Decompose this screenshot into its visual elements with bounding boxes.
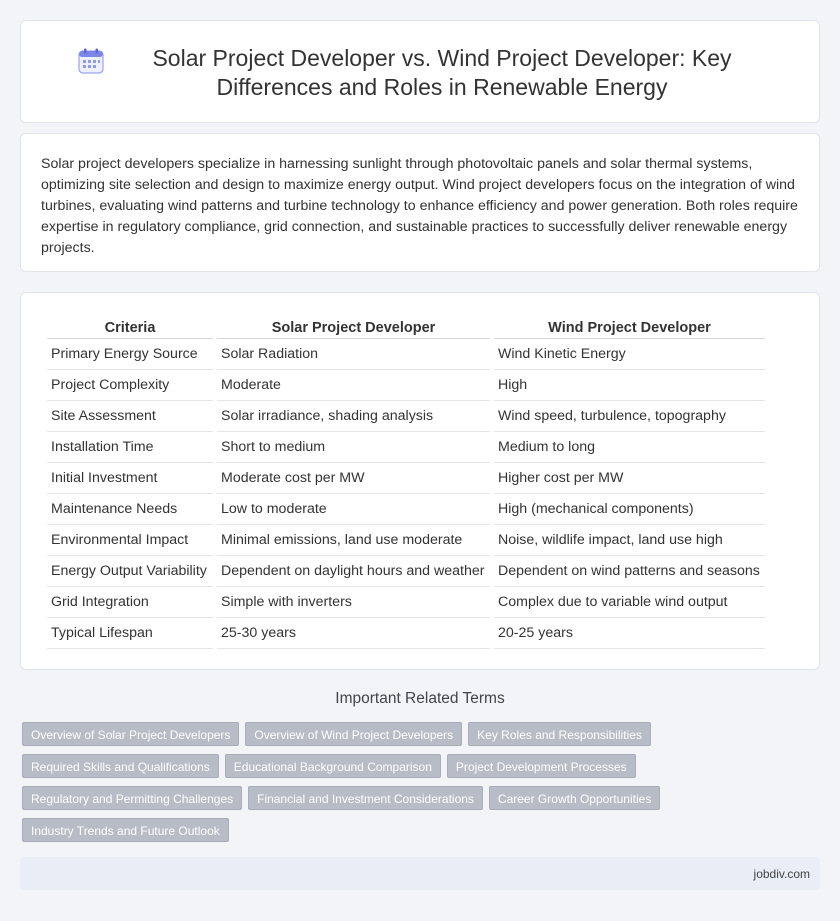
cell-solar: Solar irradiance, shading analysis [217,401,490,432]
related-term-tag[interactable]: Regulatory and Permitting Challenges [22,786,242,810]
calendar-icon [78,48,104,74]
cell-criteria: Environmental Impact [47,525,213,556]
cell-criteria: Maintenance Needs [47,494,213,525]
cell-solar: Short to medium [217,432,490,463]
table-row [47,494,765,525]
cell-criteria: Site Assessment [47,401,213,432]
intro-card [20,133,820,272]
related-term-tag[interactable]: Overview of Solar Project Developers [22,722,239,746]
table-row [47,370,765,401]
cell-solar: Solar Radiation [217,339,490,370]
page-title: Solar Project Developer vs. Wind Project Developer: Key Differences and Roles in Renewable Energy [152,45,732,100]
related-term-tag[interactable]: Educational Background Comparison [225,754,441,778]
related-term-tag[interactable]: Key Roles and Responsibilities [468,722,651,746]
related-term-tag[interactable]: Financial and Investment Considerations [248,786,483,810]
cell-wind: High [494,370,765,401]
cell-criteria: Initial Investment [47,463,213,494]
table-row [47,587,765,618]
related-term-tag[interactable]: Project Development Processes [447,754,636,778]
related-term-tag[interactable]: Career Growth Opportunities [489,786,660,810]
footer-site[interactable]: jobdiv.com [753,866,810,881]
table-row [47,339,765,370]
related-terms-heading: Important Related Terms [335,690,505,707]
footer [20,857,820,890]
cell-solar: Simple with inverters [217,587,490,618]
table-header-row [47,313,765,339]
cell-criteria: Typical Lifespan [47,618,213,649]
comparison-table [43,313,769,649]
cell-solar: Minimal emissions, land use moderate [217,525,490,556]
cell-solar: Moderate cost per MW [217,463,490,494]
cell-solar: Dependent on daylight hours and weather [217,556,490,587]
cell-solar: Moderate [217,370,490,401]
intro-paragraph: Solar project developers specialize in harnessing sunlight through photovoltaic panels and solar thermal systems, optimizing site selection and design to maximize energy output. Wind project developers focus on the integration of wind turbines, evaluating wind patterns and turbine technology to enhance efficiency and power generation. Both roles require expertise in regulatory compliance, grid connection, and sustainable practices to successfully deliver renewable energy projects. [41,156,798,256]
table-row [47,432,765,463]
table-row [47,401,765,432]
related-term-tag[interactable]: Industry Trends and Future Outlook [22,818,229,842]
cell-wind: Dependent on wind patterns and seasons [494,556,765,587]
cell-wind: Higher cost per MW [494,463,765,494]
cell-solar: 25-30 years [217,618,490,649]
comparison-card [20,292,820,670]
cell-wind: Medium to long [494,432,765,463]
related-terms-list [22,722,822,842]
related-term-tag[interactable]: Overview of Wind Project Developers [245,722,462,746]
cell-criteria: Grid Integration [47,587,213,618]
cell-criteria: Primary Energy Source [47,339,213,370]
cell-wind: Noise, wildlife impact, land use high [494,525,765,556]
cell-criteria: Project Complexity [47,370,213,401]
cell-wind: Complex due to variable wind output [494,587,765,618]
cell-criteria: Installation Time [47,432,213,463]
header-wind: Wind Project Developer [494,313,765,339]
cell-wind: Wind Kinetic Energy [494,339,765,370]
cell-wind: Wind speed, turbulence, topography [494,401,765,432]
related-term-tag[interactable]: Required Skills and Qualifications [22,754,219,778]
header-card [20,20,820,123]
table-row [47,463,765,494]
cell-wind: 20-25 years [494,618,765,649]
table-row [47,556,765,587]
cell-criteria: Energy Output Variability [47,556,213,587]
header-criteria: Criteria [47,313,213,339]
table-row [47,618,765,649]
header-solar: Solar Project Developer [217,313,490,339]
table-row [47,525,765,556]
cell-wind: High (mechanical components) [494,494,765,525]
cell-solar: Low to moderate [217,494,490,525]
